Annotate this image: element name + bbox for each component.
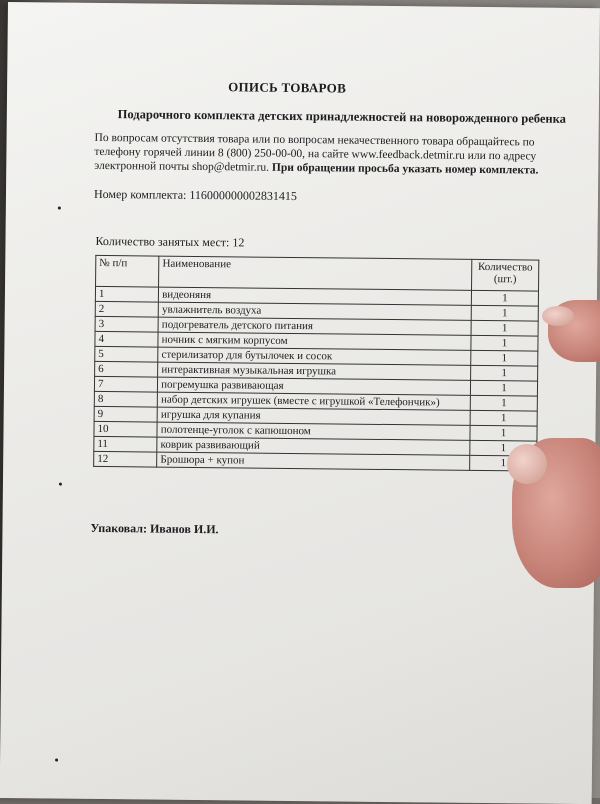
table-header-row [96, 255, 539, 291]
row-quantity: 1 [471, 350, 538, 366]
row-number: 5 [95, 346, 158, 362]
row-number: 3 [95, 316, 158, 332]
row-quantity: 1 [471, 290, 538, 306]
row-number: 11 [94, 436, 157, 452]
row-number: 9 [94, 406, 157, 422]
row-quantity: 1 [470, 410, 537, 426]
contact-info-text: По вопросам отсутствия товара или по вопросам некачественного товара обращайтесь по телефону горячей линии 8 (800) 250-00-00, на сайте www.feedback.detmir.ru или по адресу электронной почты shop@detmir.ru. [94, 131, 537, 174]
row-item-name: набор детских игрушек (вместе с игрушкой «Телефончик») [157, 392, 470, 410]
row-number: 7 [94, 376, 157, 392]
row-item-name: коврик развивающий [157, 437, 470, 455]
row-number: 4 [95, 331, 158, 347]
row-item-name: погремушка развивающая [158, 377, 471, 395]
document-subtitle: Подарочного комплекта детских принадлежностей на новорожденного ребенка [117, 107, 566, 126]
kit-number: Номер комплекта: 116000000002831415 [93, 186, 298, 204]
row-item-name: Брошюра + купон [157, 452, 470, 470]
row-number: 1 [95, 286, 158, 302]
packed-by: Упаковал: Иванов И.И. [90, 520, 219, 537]
row-item-name: видеоняня [159, 287, 472, 305]
paper-sheet [0, 2, 600, 804]
row-quantity: 1 [470, 380, 537, 396]
row-quantity: 1 [470, 455, 537, 471]
row-item-name: интерактивная музыкальная игрушка [158, 362, 471, 380]
row-quantity: 1 [470, 395, 537, 411]
row-number: 8 [94, 391, 157, 407]
row-number: 12 [94, 451, 157, 467]
document-title: ОПИСЬ ТОВАРОВ [228, 79, 347, 96]
row-quantity: 1 [471, 365, 538, 381]
fingernail-top [542, 306, 574, 326]
row-number: 10 [94, 421, 157, 437]
row-quantity: 1 [471, 320, 538, 336]
row-item-name: подогреватель детского питания [158, 317, 471, 335]
header-number: № п/п [96, 255, 160, 287]
contact-info [94, 131, 554, 178]
row-quantity: 1 [471, 305, 538, 321]
row-quantity: 1 [471, 335, 538, 351]
row-item-name: полотенце-уголок с капюшоном [157, 422, 470, 440]
contact-info-note: При обращении просьба указать номер комплекта. [271, 161, 539, 177]
header-name: Наименование [159, 256, 472, 290]
row-quantity: 1 [470, 425, 537, 441]
row-item-name: увлажнитель воздуха [158, 302, 471, 320]
punch-mark [55, 759, 58, 762]
punch-mark [59, 483, 62, 486]
row-quantity: 1 [470, 440, 537, 456]
punch-mark [58, 207, 61, 210]
fingernail-bottom [507, 444, 547, 484]
occupied-places: Количество занятых мест: 12 [95, 233, 245, 250]
row-number: 6 [95, 361, 158, 377]
items-table [93, 255, 539, 472]
row-item-name: ночник с мягким корпусом [158, 332, 471, 350]
row-number: 2 [95, 301, 158, 317]
row-item-name: стерилизатор для бутылочек и сосок [158, 347, 471, 365]
header-quantity: Количество (шт.) [472, 259, 539, 291]
row-item-name: игрушка для купания [157, 407, 470, 425]
